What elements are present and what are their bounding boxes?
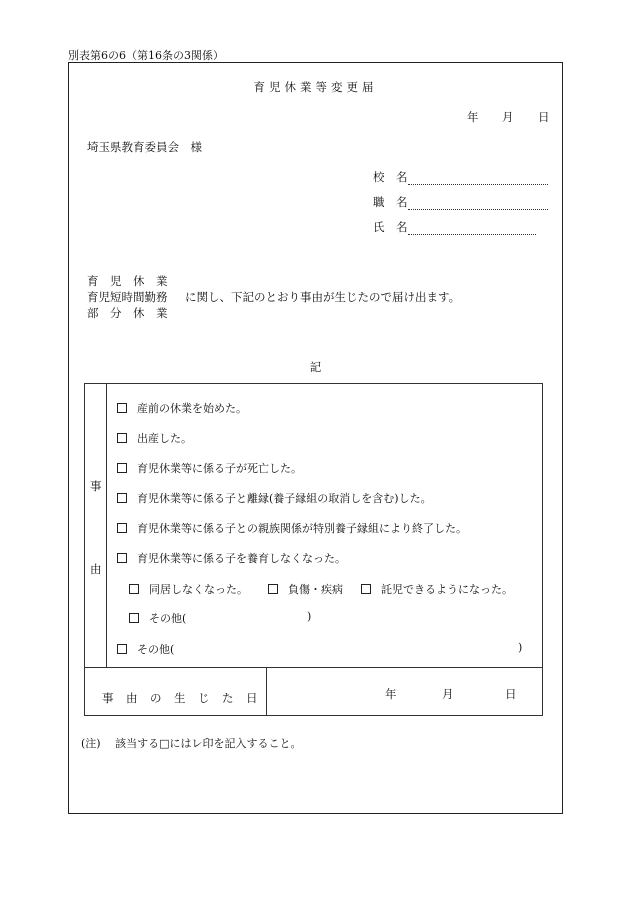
checkbox[interactable] [129, 613, 139, 623]
reason-item[interactable]: 育児休業等に係る子が死亡した。 [117, 460, 302, 476]
reason-divider [106, 384, 107, 667]
intro-text: に関し、下記のとおり事由が生じたので届け出ます。 [185, 290, 461, 304]
checkbox[interactable] [117, 463, 127, 473]
occurrence-day: 日 [505, 687, 517, 701]
submit-day-label: 日 [538, 110, 550, 124]
reason-item[interactable]: 出産した。 [117, 430, 192, 446]
checkbox[interactable] [117, 523, 127, 533]
school-name-field[interactable] [408, 183, 548, 185]
sub-item-childcare-available[interactable]: 託児できるようになった。 [361, 581, 513, 597]
checkbox[interactable] [117, 553, 127, 563]
date-row-divider [85, 667, 542, 668]
reason-item-other-close: ) [518, 641, 523, 654]
reason-item[interactable]: 育児休業等に係る子を養育しなくなった。 [117, 550, 346, 566]
submit-year-label: 年 [467, 110, 479, 124]
occurrence-year: 年 [385, 687, 397, 701]
sub-item-injury-illness[interactable]: 負傷・疾病 [268, 581, 343, 597]
leave-type-partial: 部 分 休 業 [87, 306, 168, 320]
position-label: 職 名 [373, 195, 408, 209]
reason-item[interactable]: 育児休業等に係る子と離縁(養子縁組の取消しを含む)した。 [117, 490, 432, 506]
footnote: (注) 該当する□にはレ印を記入すること。 [81, 737, 302, 750]
ki-heading: 記 [309, 360, 322, 374]
name-field[interactable] [408, 233, 536, 235]
position-field[interactable] [408, 208, 548, 210]
checkbox[interactable] [117, 403, 127, 413]
reason-side-char-2: 由 [90, 562, 102, 576]
checkbox[interactable] [361, 584, 371, 594]
checkbox[interactable] [117, 433, 127, 443]
submit-month-label: 月 [502, 110, 514, 124]
reason-side-char-1: 事 [90, 479, 102, 493]
leave-type-childcare: 育 児 休 業 [87, 274, 168, 288]
form-frame [68, 62, 563, 814]
sub-item-other-close: ) [307, 610, 312, 623]
checkbox[interactable] [117, 493, 127, 503]
checkbox[interactable] [268, 584, 278, 594]
occurrence-month: 月 [442, 687, 454, 701]
reason-item[interactable]: 産前の休業を始めた。 [117, 400, 247, 416]
leave-type-short-hours: 育児短時間勤務 [87, 290, 168, 304]
sub-item-other[interactable]: その他( [129, 610, 186, 626]
checkbox[interactable] [117, 644, 127, 654]
reason-item[interactable]: 育児休業等に係る子との親族関係が特別養子縁組により終了した。 [117, 520, 467, 536]
sub-item-not-cohabiting[interactable]: 同居しなくなった。 [129, 581, 248, 597]
form-title: 育児休業等変更届 [253, 80, 378, 94]
school-name-label: 校 名 [373, 170, 408, 184]
reason-table [84, 383, 543, 716]
occurrence-date-label: 事由の生じた日 [102, 691, 270, 705]
name-label: 氏 名 [373, 220, 408, 234]
form-number-label: 別表第6の6（第16条の3関係） [68, 49, 224, 62]
addressee: 埼玉県教育委員会 様 [87, 140, 202, 154]
reason-item-other[interactable]: その他( [117, 641, 174, 657]
checkbox[interactable] [129, 584, 139, 594]
